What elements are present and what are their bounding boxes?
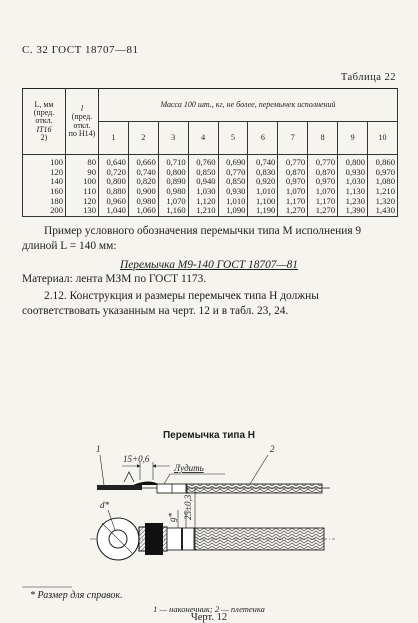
dim-25-text: 25±0,3 xyxy=(183,494,193,520)
table-cell: 110 xyxy=(66,187,99,197)
version-header-6: 6 xyxy=(248,122,278,155)
table-cell: 0,770 xyxy=(278,155,308,168)
table-cell: 0,800 xyxy=(99,177,129,187)
version-header-5: 5 xyxy=(218,122,248,155)
table-cell: 80 xyxy=(66,155,99,168)
version-header-3: 3 xyxy=(158,122,188,155)
table-cell: 1,120 xyxy=(188,196,218,206)
table-cell: 100 xyxy=(66,177,99,187)
version-header-4: 4 xyxy=(188,122,218,155)
table-cell: 130 xyxy=(66,206,99,216)
table-cell: 1,270 xyxy=(278,206,308,216)
table-cell: 0,870 xyxy=(308,168,338,178)
table-cell: 1,040 xyxy=(99,206,129,216)
table-cell: 0,660 xyxy=(128,155,158,168)
table-cell: 0,740 xyxy=(248,155,278,168)
table-cell: 1,160 xyxy=(158,206,188,216)
table-cell: 0,940 xyxy=(188,177,218,187)
col-header-L: L, мм (пред. откл. IT16 2) xyxy=(23,89,66,155)
table-cell: 200 xyxy=(23,206,66,216)
side-view xyxy=(96,444,330,493)
dim-g: g* xyxy=(167,513,177,522)
table-cell: 0,720 xyxy=(99,168,129,178)
braid-side xyxy=(186,484,322,493)
table-cell: 120 xyxy=(23,168,66,178)
example-intro: Пример условного обозначения перемычки типа М исполнения 9 длиной L = 140 мм: xyxy=(22,225,362,252)
table-cell: 1,130 xyxy=(338,187,368,197)
table-cell: 0,800 xyxy=(158,168,188,178)
table-cell: 1,080 xyxy=(368,177,398,187)
table-cell: 1,030 xyxy=(188,187,218,197)
version-header-7: 7 xyxy=(278,122,308,155)
figure-legend: 1 — наконечник; 2 — плетенка xyxy=(153,604,265,614)
table-cell: 1,390 xyxy=(338,206,368,216)
table-cell: 1,010 xyxy=(248,187,278,197)
table-cell: 1,060 xyxy=(128,206,158,216)
table-cell: 1,210 xyxy=(368,187,398,197)
table-cell: 140 xyxy=(23,177,66,187)
table-cell: 0,800 xyxy=(338,155,368,168)
table-cell: 0,930 xyxy=(338,168,368,178)
col-header-l: l (пред. откл. по H14) xyxy=(66,89,99,155)
figure-title: Перемычка типа Н xyxy=(162,430,256,441)
page-header: С. 32 ГОСТ 18707—81 xyxy=(22,44,139,56)
table-cell: 1,190 xyxy=(248,206,278,216)
table-cell: 1,170 xyxy=(308,196,338,206)
version-header-8: 8 xyxy=(308,122,338,155)
table-cell: 0,970 xyxy=(308,177,338,187)
table-cell: 180 xyxy=(23,196,66,206)
table-caption: Таблица 22 xyxy=(340,72,396,83)
version-header-9: 9 xyxy=(338,122,368,155)
lud-label: Лудить xyxy=(174,463,204,473)
table-cell: 0,980 xyxy=(158,187,188,197)
table-cell: 90 xyxy=(66,168,99,178)
table-cell: 0,770 xyxy=(218,168,248,178)
clause-2-12: 2.12. Конструкция и размеры перемычек типа Н должны соответствовать указанным на черт. 12 и в табл. 23, 24. xyxy=(22,290,319,317)
table-cell: 1,170 xyxy=(278,196,308,206)
table-cell: 1,070 xyxy=(308,187,338,197)
callout-2: 2 xyxy=(270,444,275,454)
table-cell: 1,230 xyxy=(338,196,368,206)
version-header-1: 1 xyxy=(99,122,129,155)
table-cell: 0,970 xyxy=(368,168,398,178)
table-cell: 0,960 xyxy=(99,196,129,206)
table-cell: 1,210 xyxy=(188,206,218,216)
plan-view xyxy=(90,500,335,560)
table-cell: 1,070 xyxy=(158,196,188,206)
table-cell: 0,820 xyxy=(128,177,158,187)
dim-15: 15+0,6 xyxy=(123,454,150,464)
callout-1: 1 xyxy=(96,444,101,454)
table-cell: 0,850 xyxy=(218,177,248,187)
braid-plan xyxy=(194,528,324,550)
table-cell: 0,930 xyxy=(218,187,248,197)
table-cell: 0,830 xyxy=(248,168,278,178)
table-cell: 120 xyxy=(66,196,99,206)
table-cell: 160 xyxy=(23,187,66,197)
table-cell: 100 xyxy=(23,155,66,168)
table-cell: 1,030 xyxy=(338,177,368,187)
material-text: Материал: лента МЗМ по ГОСТ 1173. xyxy=(22,273,207,285)
version-header-2: 2 xyxy=(128,122,158,155)
table-cell: 0,760 xyxy=(188,155,218,168)
table-cell: 1,430 xyxy=(368,206,398,216)
table-cell: 0,920 xyxy=(248,177,278,187)
table-cell: 0,770 xyxy=(308,155,338,168)
version-header-10: 10 xyxy=(368,122,398,155)
table-cell: 0,690 xyxy=(218,155,248,168)
table-cell: 1,070 xyxy=(278,187,308,197)
table-cell: 1,090 xyxy=(218,206,248,216)
table-cell: 0,880 xyxy=(99,187,129,197)
table-cell: 1,270 xyxy=(308,206,338,216)
table-cell: 0,640 xyxy=(99,155,129,168)
figure-caption: Черт. 12 xyxy=(190,612,228,623)
table-cell: 0,710 xyxy=(158,155,188,168)
table-cell: 1,010 xyxy=(218,196,248,206)
dim-d: d* xyxy=(100,500,109,510)
table-cell: 1,100 xyxy=(248,196,278,206)
table-cell: 0,870 xyxy=(278,168,308,178)
col-header-mass: Масса 100 шт., кг, не более, перемычек исполнений xyxy=(99,89,398,122)
footnote: * Размер для справок. xyxy=(30,590,123,601)
table-cell: 1,320 xyxy=(368,196,398,206)
table-cell: 0,850 xyxy=(188,168,218,178)
designation-text: Перемычка М9-140 ГОСТ 18707—81 xyxy=(120,259,298,271)
table-cell: 0,900 xyxy=(128,187,158,197)
table-cell: 0,890 xyxy=(158,177,188,187)
table-cell: 0,970 xyxy=(278,177,308,187)
table-cell: 0,740 xyxy=(128,168,158,178)
table-cell: 0,860 xyxy=(368,155,398,168)
table-cell: 0,980 xyxy=(128,196,158,206)
